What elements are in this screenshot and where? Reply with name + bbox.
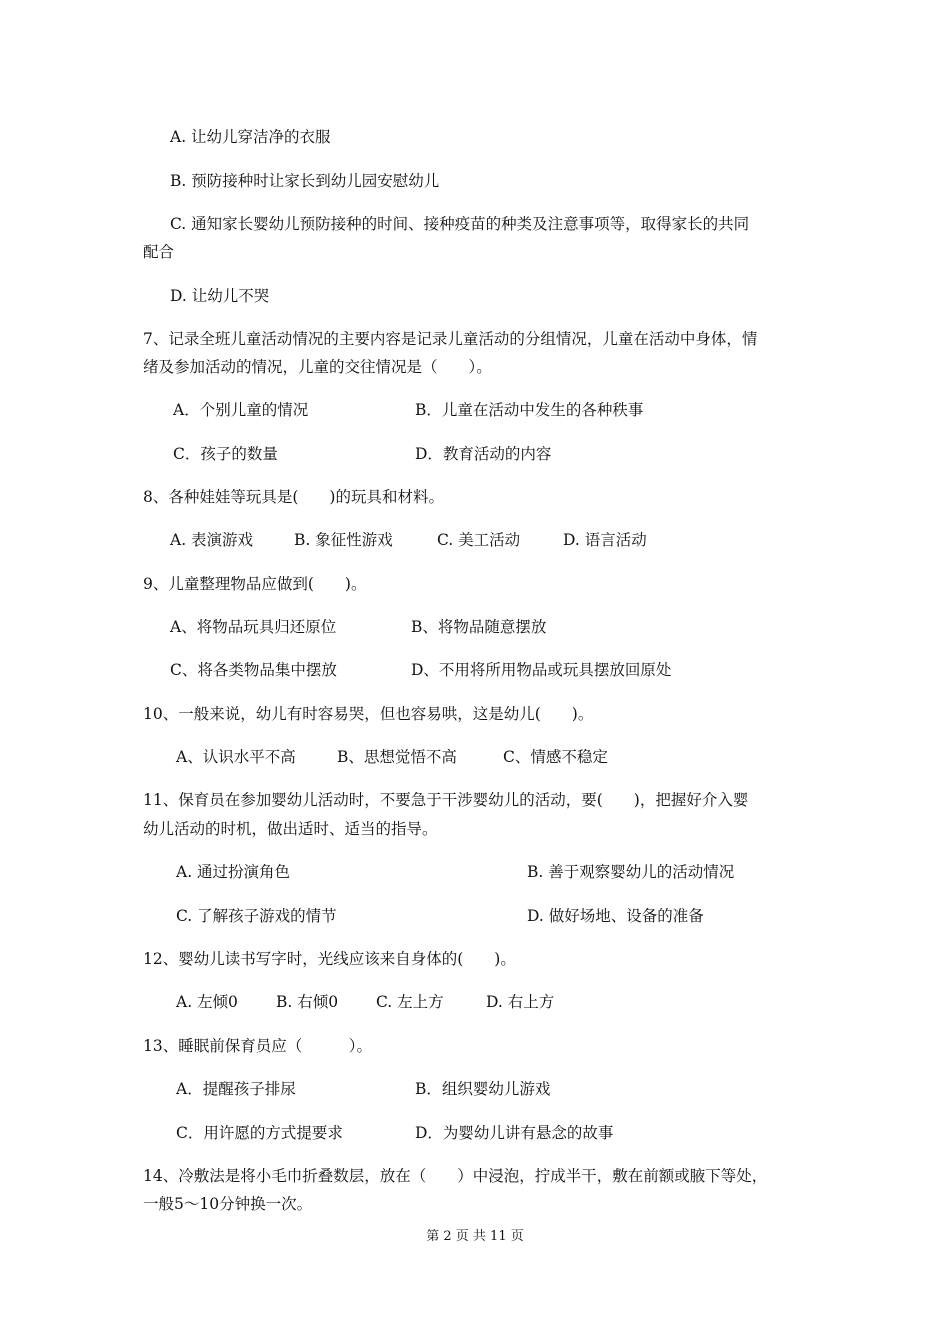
q7-stem-line1: 7、记录全班儿童活动情况的主要内容是记录儿童活动的分组情况，儿童在活动中身体，情: [143, 330, 758, 348]
q9-option-c: C、将各类物品集中摆放: [170, 661, 337, 679]
q6-option-c-line2: 配合: [143, 243, 175, 261]
q7-stem-line2: 绪及参加活动的情况，儿童的交往情况是（ ）。: [143, 358, 492, 376]
q7-option-d: D．教育活动的内容: [415, 445, 552, 463]
q11-stem-line1: 11、保育员在参加婴幼儿活动时，不要急于干涉婴幼儿的活动，要( )，把握好介入婴: [143, 791, 749, 809]
q8-option-b: B. 象征性游戏: [294, 531, 393, 549]
q8-option-d: D. 语言活动: [563, 531, 647, 549]
q14-stem-line2: 一般5～10分钟换一次。: [143, 1195, 313, 1213]
q7-option-c: C．孩子的数量: [173, 445, 278, 463]
q9-option-d: D、不用将所用物品或玩具摆放回原处: [411, 661, 672, 679]
q11-stem-line2: 幼儿活动的时机，做出适时、适当的指导。: [143, 820, 438, 838]
q7-option-a: A．个别儿童的情况: [173, 401, 309, 419]
q11-option-b: B. 善于观察婴幼儿的活动情况: [527, 863, 735, 881]
q12-option-c: C. 左上方: [376, 993, 444, 1011]
q6-option-c-line1: C. 通知家长婴幼儿预防接种的时间、接种疫苗的种类及注意事项等，取得家长的共同: [170, 215, 750, 233]
q12-stem: 12、婴幼儿读书写字时，光线应该来自身体的( )。: [143, 950, 516, 968]
q8-option-a: A. 表演游戏: [170, 531, 254, 549]
q10-option-c: C、情感不稳定: [503, 748, 608, 766]
q12-option-a: A. 左倾0: [176, 993, 238, 1011]
q6-option-d: D. 让幼儿不哭: [170, 287, 270, 305]
q6-option-b: B. 预防接种时让家长到幼儿园安慰幼儿: [170, 172, 440, 190]
q13-option-b: B．组织婴幼儿游戏: [415, 1080, 551, 1098]
q10-stem: 10、一般来说，幼儿有时容易哭，但也容易哄，这是幼儿( )。: [143, 705, 594, 723]
q11-option-c: C. 了解孩子游戏的情节: [176, 907, 337, 925]
q9-option-b: B、将物品随意摆放: [411, 618, 547, 636]
q13-stem: 13、睡眠前保育员应（ ）。: [143, 1037, 372, 1055]
page-number-footer: 第 2 页 共 11 页: [426, 1229, 524, 1244]
q13-option-a: A．提醒孩子排尿: [176, 1080, 296, 1098]
q9-stem: 9、儿童整理物品应做到( )。: [143, 575, 367, 593]
q12-option-b: B. 右倾0: [276, 993, 339, 1011]
q8-option-c: C. 美工活动: [437, 531, 521, 549]
q11-option-d: D. 做好场地、设备的准备: [527, 907, 704, 925]
q10-option-a: A、认识水平不高: [176, 748, 296, 766]
q12-option-d: D. 右上方: [486, 993, 555, 1011]
q9-option-a: A、将物品玩具归还原位: [170, 618, 337, 636]
q8-stem: 8、各种娃娃等玩具是( )的玩具和材料。: [143, 488, 444, 506]
q10-option-b: B、思想觉悟不高: [337, 748, 457, 766]
q13-option-c: C．用许愿的方式提要求: [176, 1124, 343, 1142]
q6-option-a: A. 让幼儿穿洁净的衣服: [170, 128, 331, 146]
q13-option-d: D．为婴幼儿讲有悬念的故事: [415, 1124, 614, 1142]
q11-option-a: A. 通过扮演角色: [176, 863, 291, 881]
q7-option-b: B．儿童在活动中发生的各种秩事: [415, 401, 644, 419]
q14-stem-line1: 14、冷敷法是将小毛巾折叠数层，放在（ ）中浸泡，拧成半干，敷在前额或腋下等处，: [143, 1167, 768, 1185]
